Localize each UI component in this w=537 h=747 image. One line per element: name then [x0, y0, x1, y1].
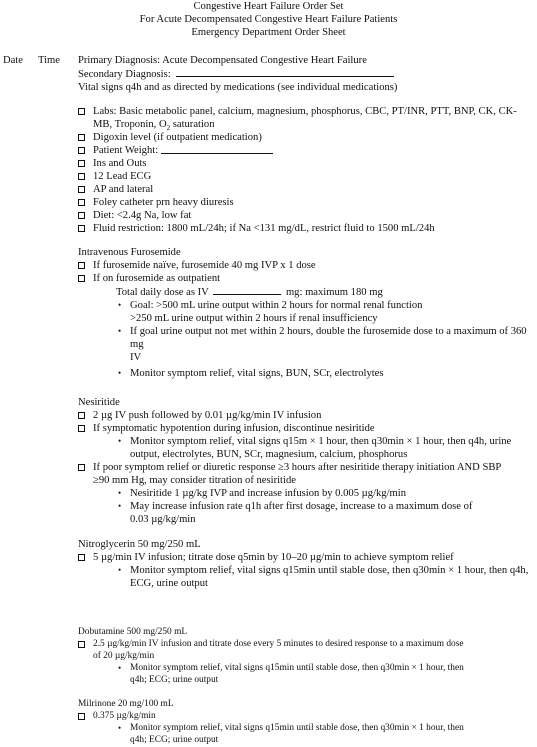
- checkbox[interactable]: [78, 225, 85, 232]
- nitroglycerin-monitor: • Monitor symptom relief, vital signs q15min until stable dose, then q30min × 1 hour, then q4h,: [118, 565, 529, 576]
- labs-line: Labs: Basic metabolic panel, calcium, magnesium, phosphorus, CBC, PT/INR, PTT, BNP, CK, CK-: [93, 106, 517, 117]
- order-label: Diet: <2.4g Na, low fat: [93, 210, 192, 221]
- nitroglycerin-monitor: ECG, urine output: [130, 578, 208, 589]
- checkbox[interactable]: [78, 554, 85, 561]
- milrinone-monitor: q4h; ECG; urine output: [130, 735, 219, 745]
- order-body: [78, 54, 530, 746]
- secondary-diagnosis-field[interactable]: [176, 67, 394, 77]
- vital-signs-order: Vital signs q4h and as directed by medications (see individual medications): [78, 82, 398, 93]
- nesiritide-monitor: output, electrolytes, BUN, SCr, magnesium, calcium, phosphorus: [130, 449, 408, 460]
- patient-weight-field[interactable]: [161, 144, 273, 154]
- furosemide-option: If on furosemide as outpatient: [78, 272, 530, 285]
- checkbox[interactable]: [78, 262, 85, 269]
- nesiritide-option: 2 µg IV push followed by 0.01 µg/kg/min IV infusion: [78, 409, 530, 422]
- checkbox[interactable]: [78, 199, 85, 206]
- order-item: [78, 170, 530, 183]
- order-label: Digoxin level (if outpatient medication): [93, 132, 262, 143]
- order-item: [78, 209, 530, 222]
- secondary-diagnosis-label: Secondary Diagnosis:: [78, 69, 171, 80]
- dobutamine-monitor: • Monitor symptom relief, vital signs q15min until stable dose, then q30min × 1 hour, then: [118, 663, 464, 673]
- time-column-label: Time: [38, 55, 60, 66]
- nesiritide-title: Nesiritide: [78, 397, 120, 408]
- furosemide-title: Intravenous Furosemide: [78, 247, 181, 258]
- date-column-label: Date: [3, 55, 23, 66]
- dobutamine-option: 2.5 µg/kg/min IV infusion and titrate dose every 5 minutes to desired response to a maximum dose: [78, 638, 530, 650]
- order-label: AP and lateral: [93, 184, 154, 195]
- furosemide-goal: >250 mL urine output within 2 hours if renal insufficiency: [130, 313, 378, 324]
- order-item: [78, 222, 530, 235]
- nitroglycerin-title: Nitroglycerin 50 mg/250 mL: [78, 539, 201, 550]
- dobutamine-option: of 20 µg/kg/min: [93, 651, 155, 661]
- order-label: Fluid restriction: 1800 mL/24h; if Na <131 mg/dL, restrict fluid to 1500 mL/24h: [93, 223, 435, 234]
- checkbox[interactable]: [78, 425, 85, 432]
- milrinone-title: Milrinone 20 mg/100 mL: [78, 699, 174, 709]
- nesiritide-titration: • Nesiritide 1 µg/kg IVP and increase infusion by 0.005 µg/kg/min: [118, 488, 407, 499]
- checkbox[interactable]: [78, 412, 85, 419]
- checkbox[interactable]: [78, 641, 85, 648]
- sheet-type: Emergency Department Order Sheet: [191, 27, 346, 38]
- labs-line: MB, Troponin, $O_2$ saturation: [93, 119, 215, 133]
- furosemide-goal: IV: [130, 352, 142, 363]
- order-item: [78, 131, 530, 144]
- nitroglycerin-option: 5 µg/min IV infusion; titrate dose q5min by 10–20 µg/min to achieve symptom relief: [78, 551, 530, 564]
- checkbox[interactable]: [78, 160, 85, 167]
- checkbox[interactable]: [78, 134, 85, 141]
- milrinone-option: 0.375 µg/kg/min: [78, 710, 530, 722]
- order-label: Ins and Outs: [93, 158, 147, 169]
- nesiritide-monitor: • Monitor symptom relief, vital signs q15m × 1 hour, then q30min × 1 hour, then q4h, urine: [118, 436, 512, 447]
- checkbox[interactable]: [78, 186, 85, 193]
- primary-diagnosis: Primary Diagnosis: Acute Decompensated Congestive Heart Failure: [78, 55, 367, 66]
- checkbox[interactable]: [78, 212, 85, 219]
- nesiritide-titration: • May increase infusion rate q1h after first dosage, increase to a maximum dose of: [118, 501, 473, 512]
- nesiritide-option: ≥90 mm Hg, may consider titration of nesiritide: [93, 475, 296, 486]
- furosemide-option: If furosemide naïve, furosemide 40 mg IVP x 1 dose: [78, 259, 530, 272]
- furosemide-daily-dose: Total daily dose as IV mg: maximum 180 mg: [116, 287, 383, 298]
- checkbox[interactable]: [78, 108, 85, 115]
- dobutamine-monitor: q4h; ECG; urine output: [130, 675, 219, 685]
- nesiritide-option: If poor symptom relief or diuretic response ≥3 hours after nesiritide therapy initiation AND SBP: [78, 461, 530, 474]
- checkbox[interactable]: [78, 173, 85, 180]
- order-label: 12 Lead ECG: [93, 171, 152, 182]
- order-item: [78, 183, 530, 196]
- order-item: [78, 196, 530, 209]
- order-item: [78, 157, 530, 170]
- order-label: Patient Weight:: [93, 145, 159, 156]
- labs-order: [78, 105, 530, 131]
- checkbox[interactable]: [78, 713, 85, 720]
- order-item: [78, 144, 530, 157]
- sheet-title: Congestive Heart Failure Order Set: [193, 1, 344, 12]
- checkbox[interactable]: [78, 147, 85, 154]
- dobutamine-title: Dobutamine 500 mg/250 mL: [78, 627, 188, 637]
- checkbox[interactable]: [78, 464, 85, 471]
- sheet-subtitle: For Acute Decompensated Congestive Heart Failure Patients: [139, 14, 398, 25]
- nesiritide-titration: 0.03 µg/kg/min: [130, 514, 196, 525]
- furosemide-goal: • If goal urine output not met within 2 hours, double the furosemide dose to a maximum of 360 mg: [118, 326, 527, 350]
- checkbox[interactable]: [78, 275, 85, 282]
- milrinone-monitor: • Monitor symptom relief, vital signs q15min until stable dose, then q30min × 1 hour, then: [118, 723, 464, 733]
- secondary-diagnosis: [78, 67, 530, 81]
- order-label: Foley catheter prn heavy diuresis: [93, 197, 234, 208]
- daily-dose-field[interactable]: [213, 285, 281, 295]
- nesiritide-option: If symptomatic hypotention during infusion, discontinue nesiritide: [78, 422, 530, 435]
- furosemide-monitor: • Monitor symptom relief, vital signs, BUN, SCr, electrolytes: [118, 368, 384, 379]
- furosemide-goal: • Goal: >500 mL urine output within 2 hours for normal renal function: [118, 300, 423, 311]
